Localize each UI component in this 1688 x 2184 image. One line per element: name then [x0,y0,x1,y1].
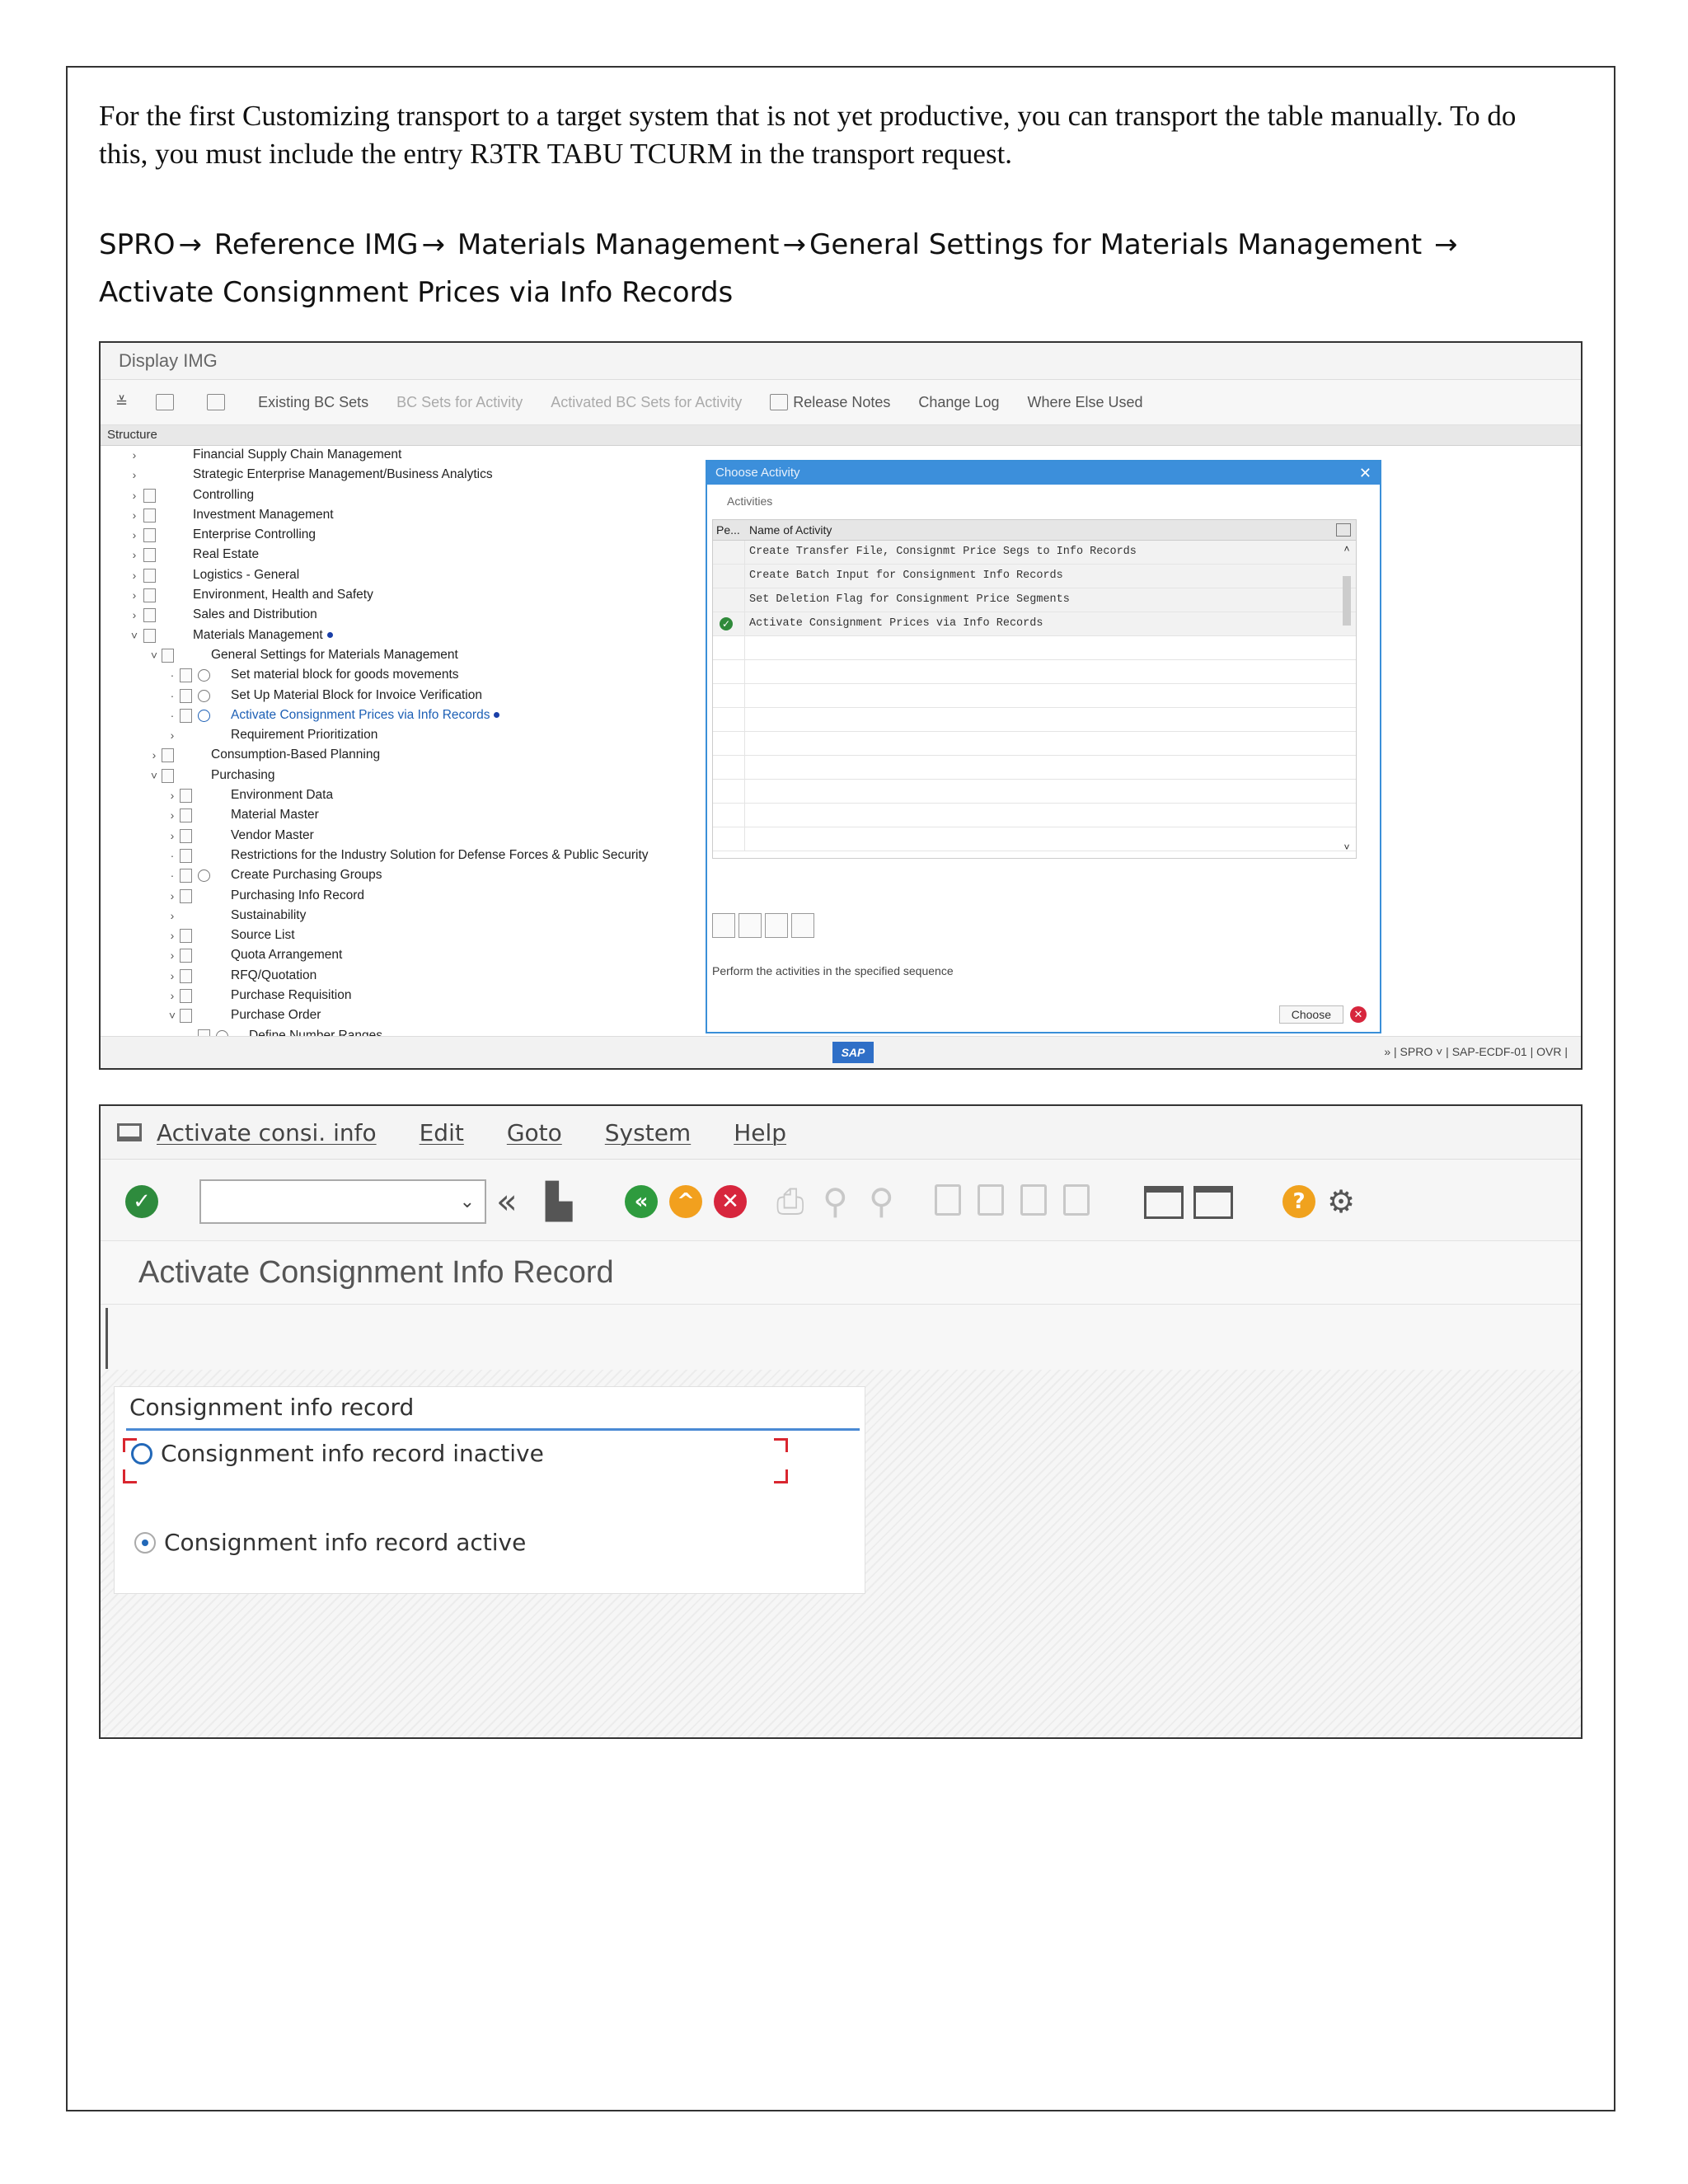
find-next-icon[interactable]: ⚲ [869,1181,894,1221]
menu-bar [101,1106,1581,1160]
first-page-icon[interactable] [935,1184,961,1216]
release-notes-button[interactable] [770,394,890,411]
back-icon[interactable]: « [625,1185,658,1218]
screen-content [101,1370,1581,1739]
previous-page-icon[interactable] [978,1184,1004,1216]
dialog-title-text: Choose Activity [715,466,800,480]
intro-paragraph: For the first Customizing transport to a target system that is not yet productive, you can transport the table manually. To do this, you must include the entry R3TR TABU TCURM in the transport request. [99,100,1517,170]
expand-icon[interactable]: › [132,568,137,582]
document-icon [162,649,174,663]
page-title: Activate Consignment Info Record [101,1241,1581,1305]
table-row [713,636,1356,660]
create-session-icon[interactable] [1144,1186,1184,1219]
expand-icon[interactable]: › [132,528,137,542]
img-toolbar [101,380,1581,425]
command-field[interactable] [199,1179,486,1224]
activity-table [712,519,1357,859]
tree-node[interactable]: › Strategic Enterprise Management/Business Analytics [101,465,809,485]
release-notes-label: Release Notes [793,393,891,410]
tree-node[interactable]: › Real Estate [101,545,809,565]
document-icon [180,969,192,983]
status-bar [101,1036,1581,1068]
expand-icon[interactable]: › [170,808,175,823]
table-row [713,684,1356,708]
document-icon [180,789,192,803]
menu-help[interactable]: Help [734,1118,787,1146]
scroll-thumb[interactable] [1343,576,1351,626]
expand-all-icon[interactable] [765,913,788,938]
expand-icon[interactable]: › [170,789,175,803]
arrow-right-icon: → [178,228,202,261]
standard-toolbar [101,1160,1581,1241]
document-icon [162,769,174,783]
tree-node[interactable]: › Financial Supply Chain Management [101,445,809,465]
display-img-screenshot [99,341,1582,1070]
tree-node[interactable]: · Create Purchasing Groups [170,868,382,883]
document-icon [143,489,156,503]
tree-node[interactable]: › Environment Data [101,785,809,805]
tree-node[interactable]: · Set Up Material Block for Invoice Verification [170,687,482,702]
group-underline [126,1428,860,1431]
document-icon [180,889,192,903]
document-icon [180,829,192,843]
dialog-tool-buttons [712,913,818,942]
path-step: SPRO [99,228,176,261]
expand-icon[interactable]: › [132,588,137,602]
menu-activate-consi-info[interactable]: Activate consi. info [157,1118,377,1146]
enter-check-icon[interactable]: ✓ [125,1185,158,1218]
close-icon[interactable]: ✕ [1358,465,1372,481]
expand-icon[interactable]: › [132,468,137,482]
radio-inactive-option[interactable] [131,1440,544,1467]
path-step: Activate Consignment Prices via Info Records [99,276,734,309]
tree-node[interactable]: › Sales and Distribution [101,605,809,625]
menu-system[interactable]: System [604,1118,692,1146]
bc-sets-activity-button[interactable]: BC Sets for Activity [396,393,523,410]
tree-node[interactable]: › Environment, Health and Safety [101,585,809,605]
double-chevron-left-icon[interactable]: « [496,1181,518,1221]
radio-inactive-label: Consignment info record inactive [161,1440,544,1467]
check-icon: ✓ [720,617,733,630]
window-title: Display IMG [101,343,1581,380]
expand-icon[interactable]: › [170,968,175,982]
radio-active[interactable] [134,1532,156,1554]
existing-bc-sets-button[interactable]: Existing BC Sets [258,393,369,410]
tree-node[interactable]: › Logistics - General [101,565,809,585]
tree-node[interactable]: ˅ Purchase Order [101,1005,809,1025]
save-icon[interactable]: ▙ [546,1181,573,1221]
tree-node[interactable]: ˅ General Settings for Materials Management [101,645,809,665]
focus-corner [123,1469,137,1483]
deselect-all-icon[interactable] [738,913,762,938]
table-scrollbar[interactable] [1339,520,1354,858]
next-page-icon[interactable] [1020,1184,1047,1216]
tree-node[interactable]: ˅ Purchasing [101,766,809,785]
application-toolbar [101,1305,1581,1371]
document-icon [180,1009,192,1023]
arrow-right-icon: → [782,228,806,261]
document-icon [180,668,192,682]
expand-icon[interactable]: › [170,929,175,943]
expand-icon[interactable]: › [170,949,175,963]
arrow-right-icon: → [1434,228,1458,261]
document-icon [180,869,192,883]
expand-icon[interactable]: › [170,729,175,743]
tree-node-materials-management[interactable]: ˅ Materials Management [101,626,809,645]
select-all-icon[interactable] [712,913,735,938]
table-row [713,732,1356,756]
table-row [713,660,1356,684]
where-else-used-button[interactable]: Where Else Used [1027,393,1143,410]
dialog-title [707,462,1380,485]
activities-section-label: Activities [727,494,773,508]
document-icon [180,808,192,823]
collapse-icon[interactable]: ≚ [115,393,129,410]
tree-node[interactable]: › Sustainability [101,906,809,926]
tree-node[interactable]: › Purchase Requisition [101,986,809,1005]
expand-icon[interactable]: › [132,448,137,462]
path-step: Materials Management [457,228,780,261]
expand-icon[interactable]: › [132,548,137,562]
structure-header: Structure [101,425,1581,446]
expand-icon[interactable]: › [170,989,175,1003]
tree-node[interactable]: › Requirement Prioritization [101,725,809,745]
document-icon [143,629,156,643]
table-row [713,708,1356,732]
help-icon[interactable]: ? [1282,1185,1315,1218]
menu-edit[interactable]: Edit [419,1118,464,1146]
document-icon [180,689,192,703]
clock-icon[interactable] [198,690,210,702]
menu-goto[interactable]: Goto [506,1118,562,1146]
tree-node[interactable]: › Vendor Master [101,826,809,846]
tree-node[interactable]: › Source List [101,926,809,945]
choose-button[interactable]: Choose [1279,1005,1343,1024]
bc-set-icon[interactable] [156,394,179,410]
tree-node[interactable]: › Quota Arrangement [101,945,809,965]
table-row [713,827,1356,851]
clock-icon[interactable] [198,669,210,682]
table-header [713,520,1356,541]
clock-icon[interactable] [198,869,210,882]
table-row [713,780,1356,804]
collapse-icon[interactable]: ˅ [130,628,138,642]
table-row[interactable]: Set Deletion Flag for Consignment Price Segments [713,588,1356,612]
tree-node[interactable]: › RFQ/Quotation [101,966,809,986]
focus-corner [774,1469,788,1483]
document-icon [143,528,156,542]
sap-logo: SAP [832,1042,874,1063]
document-icon [180,929,192,943]
document-icon [162,748,174,762]
cancel-icon[interactable]: ✕ [714,1185,747,1218]
change-log-button[interactable]: Change Log [918,393,1000,410]
radio-active-label: Consignment info record active [164,1529,527,1556]
table-row-selected[interactable]: ✓ Activate Consignment Prices via Info Records [713,612,1356,636]
tree-node[interactable]: › Controlling [101,485,809,505]
generate-shortcut-icon[interactable] [1193,1186,1233,1219]
path-step: Reference IMG [213,228,419,261]
document-icon [143,509,156,523]
expand-icon[interactable]: › [152,748,157,762]
document-icon [180,709,192,723]
radio-active-option[interactable] [134,1529,526,1556]
last-page-icon[interactable] [1063,1184,1090,1216]
document-icon[interactable] [207,394,230,410]
release-notes-icon [770,394,788,410]
tree-node[interactable]: › Purchasing Info Record [101,886,809,906]
document-icon [143,588,156,602]
table-row [713,756,1356,780]
collapse-icon[interactable]: ˅ [150,768,158,782]
clock-icon[interactable] [198,710,210,722]
tree-node[interactable]: › Enterprise Controlling [101,525,809,545]
tree-node[interactable]: › Consumption-Based Planning [101,745,809,765]
document-icon [180,849,192,863]
col-name-header: Name of Activity [749,523,832,537]
expand-icon[interactable]: › [170,828,175,842]
system-info[interactable]: » | SPRO ˅ | SAP-ECDF-01 | OVR | [1384,1045,1568,1058]
col-pe-header: Pe... [716,523,740,537]
document-icon [180,949,192,963]
collapse-all-icon[interactable] [791,913,814,938]
path-step: General Settings for Materials Management [809,228,1423,261]
expand-icon[interactable]: › [132,488,137,502]
document-icon [143,548,156,562]
tree-node[interactable]: · Set material block for goods movements [170,668,459,682]
table-row[interactable]: Create Batch Input for Consignment Info Records [713,565,1356,588]
activated-bc-sets-button[interactable]: Activated BC Sets for Activity [551,393,743,410]
img-tree [101,445,809,1046]
expand-icon[interactable]: › [170,888,175,902]
dialog-message: Perform the activities in the specified sequence [712,964,954,977]
table-row [713,804,1356,827]
exit-icon[interactable]: ^ [669,1185,702,1218]
expand-icon[interactable]: › [170,908,175,922]
marker-dot-icon [494,712,499,718]
table-row[interactable]: Create Transfer File, Consignmt Price Segs to Info Records [713,541,1356,565]
tree-node[interactable]: · Restrictions for the Industry Solution for Defense Forces & Public Security [170,847,649,862]
tree-node[interactable]: › Investment Management [101,505,809,525]
document-icon [180,989,192,1003]
tree-node[interactable]: › Material Master [101,805,809,825]
focus-corner [774,1438,788,1452]
activate-consignment-screenshot [99,1104,1582,1739]
group-title: Consignment info record [129,1394,415,1421]
chevron-down-icon[interactable]: ⌄ [459,1191,475,1212]
arrow-right-icon: → [421,228,446,261]
choose-activity-dialog [706,460,1381,1033]
document-icon [143,569,156,583]
collapse-icon[interactable]: ˅ [150,648,158,662]
tree-node-selected[interactable]: · Activate Consignment Prices via Info Records [101,705,809,725]
chevron-down-icon[interactable]: ˅ [1343,841,1350,853]
consignment-group-box [114,1386,865,1594]
menu-path [99,221,1566,316]
cancel-icon[interactable]: ✕ [1350,1006,1367,1023]
document-icon [143,608,156,622]
print-icon[interactable]: ⎙ [776,1181,804,1221]
expand-icon[interactable]: › [132,508,137,522]
dialog-actions [1279,1005,1367,1024]
menu-icon[interactable] [117,1123,142,1141]
marker-dot-icon [327,632,333,638]
chevron-up-icon[interactable]: ˄ [1343,543,1350,555]
expand-icon[interactable]: › [132,608,137,622]
text-cursor [106,1308,108,1369]
collapse-icon[interactable]: ˅ [168,1009,176,1023]
radio-inactive[interactable] [131,1443,152,1465]
find-icon[interactable]: ⚲ [823,1181,848,1221]
gear-icon[interactable]: ⚙ [1327,1183,1356,1220]
